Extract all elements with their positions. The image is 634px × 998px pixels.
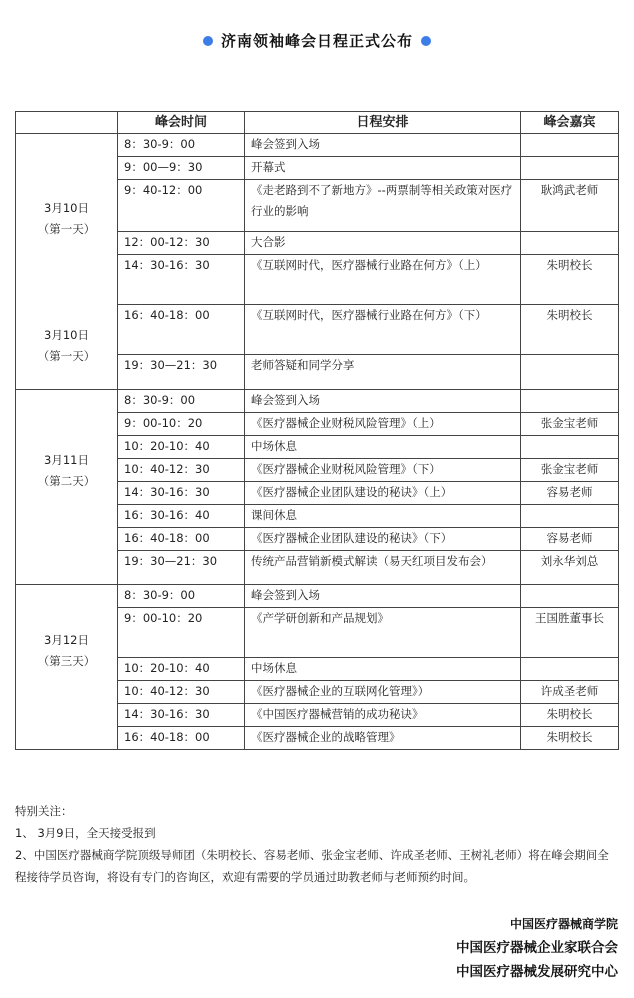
time-cell: 10：20-10：40 (118, 436, 245, 459)
guest-cell: 容易老师 (521, 528, 619, 551)
organizers (456, 912, 618, 984)
header-agenda: 日程安排 (245, 112, 521, 134)
agenda-cell: 《中国医疗器械营销的成功秘诀》 (245, 704, 521, 727)
agenda-cell: 课间休息 (245, 505, 521, 528)
guest-cell (521, 157, 619, 180)
agenda-cell: 《医疗器械企业的战略管理》 (245, 727, 521, 750)
time-cell: 19：30—21：30 (118, 355, 245, 390)
agenda-cell: 《互联网时代，医疗器械行业路在何方》（上） (245, 255, 521, 305)
agenda-cell: 《产学研创新和产品规划》 (245, 608, 521, 658)
guest-cell: 朱明校长 (521, 727, 619, 750)
date-cell (16, 585, 118, 750)
organizer-name: 中国医疗器械商学院 (509, 917, 618, 931)
guest-cell (521, 134, 619, 157)
agenda-cell: 《走老路到不了新地方》--两票制等相关政策对医疗行业的影响 (245, 180, 521, 232)
guest-cell: 朱明校长 (521, 255, 619, 305)
notes-section (15, 800, 620, 888)
agenda-cell: 老师答疑和同学分享 (245, 355, 521, 390)
table-row (16, 585, 619, 608)
agenda-cell: 《医疗器械企业团队建设的秘诀》（上） (245, 482, 521, 505)
guest-cell (521, 232, 619, 255)
time-cell: 19：30—21：30 (118, 551, 245, 585)
time-cell: 8：30-9：00 (118, 390, 245, 413)
time-cell: 16：40-18：00 (118, 727, 245, 750)
time-cell: 10：40-12：30 (118, 459, 245, 482)
agenda-cell: 峰会签到入场 (245, 134, 521, 157)
agenda-cell: 《医疗器械企业团队建设的秘诀》（下） (245, 528, 521, 551)
note-item: 1、 3月9日，全天接受报到 (15, 826, 156, 840)
agenda-cell: 《医疗器械企业财税风险管理》（上） (245, 413, 521, 436)
guest-cell: 王国胜董事长 (521, 608, 619, 658)
date-block (16, 325, 117, 367)
time-cell: 12：00-12：30 (118, 232, 245, 255)
organizer-name: 中国医疗器械发展研究中心 (456, 964, 618, 980)
time-cell: 16：40-18：00 (118, 528, 245, 551)
time-cell: 14：30-16：30 (118, 482, 245, 505)
time-cell: 9：40-12：00 (118, 180, 245, 232)
time-cell: 9：00-10：20 (118, 608, 245, 658)
table-row (16, 390, 619, 413)
header-guest: 峰会嘉宾 (521, 112, 619, 134)
guest-cell: 许成圣老师 (521, 681, 619, 704)
date-text: 3月12日 (44, 633, 89, 647)
guest-cell: 张金宝老师 (521, 413, 619, 436)
guest-cell: 耿鸿武老师 (521, 180, 619, 232)
guest-cell: 容易老师 (521, 482, 619, 505)
bullet-dot-icon (203, 36, 213, 46)
guest-cell: 朱明校长 (521, 305, 619, 355)
date-cell (16, 134, 118, 390)
date-text: 3月11日 (44, 453, 89, 467)
table-header-row (16, 112, 619, 134)
agenda-cell: 传统产品营销新模式解读（易天红项目发布会） (245, 551, 521, 585)
day-label: （第一天） (37, 222, 96, 236)
guest-cell: 刘永华刘总 (521, 551, 619, 585)
guest-cell: 张金宝老师 (521, 459, 619, 482)
day-label: （第二天） (37, 474, 96, 488)
time-cell: 9：00-10：20 (118, 413, 245, 436)
agenda-cell: 大合影 (245, 232, 521, 255)
organizer-name: 中国医疗器械企业家联合会 (456, 940, 618, 956)
agenda-cell: 《互联网时代，医疗器械行业路在何方》（下） (245, 305, 521, 355)
time-cell: 8：30-9：00 (118, 134, 245, 157)
time-cell: 14：30-16：30 (118, 255, 245, 305)
agenda-cell: 《医疗器械企业的互联网化管理》） (245, 681, 521, 704)
guest-cell (521, 436, 619, 459)
table-row (16, 134, 619, 157)
date-block (16, 450, 117, 492)
agenda-cell: 峰会签到入场 (245, 390, 521, 413)
time-cell: 14：30-16：30 (118, 704, 245, 727)
time-cell: 9：00—9：30 (118, 157, 245, 180)
notes-heading: 特别关注： (15, 804, 73, 818)
header-time: 峰会时间 (118, 112, 245, 134)
agenda-cell: 峰会签到入场 (245, 585, 521, 608)
bullet-dot-icon (421, 36, 431, 46)
guest-cell (521, 505, 619, 528)
date-block (16, 630, 117, 672)
guest-cell: 朱明校长 (521, 704, 619, 727)
time-cell: 8：30-9：00 (118, 585, 245, 608)
day-label: （第三天） (37, 654, 96, 668)
guest-cell (521, 658, 619, 681)
guest-cell (521, 390, 619, 413)
title-text: 济南领袖峰会日程正式公布 (220, 32, 413, 50)
date-block (16, 198, 117, 240)
date-text: 3月10日 (44, 328, 89, 342)
date-text: 3月10日 (44, 201, 89, 215)
time-cell: 10：20-10：40 (118, 658, 245, 681)
time-cell: 16：40-18：00 (118, 305, 245, 355)
guest-cell (521, 355, 619, 390)
header-date (16, 112, 118, 134)
page-title (0, 30, 634, 51)
time-cell: 10：40-12：30 (118, 681, 245, 704)
time-cell: 16：30-16：40 (118, 505, 245, 528)
schedule-table (15, 111, 619, 750)
agenda-cell: 《医疗器械企业财税风险管理》（下） (245, 459, 521, 482)
agenda-cell: 中场休息 (245, 436, 521, 459)
agenda-cell: 中场休息 (245, 658, 521, 681)
agenda-cell: 开幕式 (245, 157, 521, 180)
date-cell (16, 390, 118, 585)
note-item: 2、中国医疗器械商学院顶级导师团（朱明校长、容易老师、张金宝老师、许成圣老师、王树礼老师）将在峰会期间全程接待学员咨询，将设有专门的咨询区，欢迎有需要的学员通过助教老师与老师预约时间。 (15, 848, 609, 884)
day-label: （第一天） (37, 349, 96, 363)
guest-cell (521, 585, 619, 608)
